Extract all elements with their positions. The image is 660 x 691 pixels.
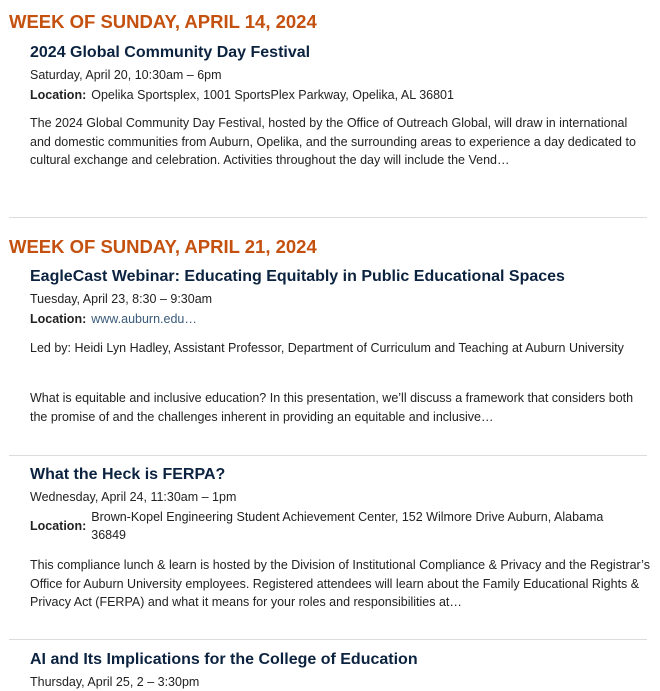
event-title[interactable]: EagleCast Webinar: Educating Equitably in Public Educational Spaces	[30, 268, 565, 285]
location-label: Location:	[30, 312, 87, 326]
location-link[interactable]: www.auburn.edu…	[91, 312, 197, 326]
event-date: Saturday, April 20, 10:30am – 6pm	[30, 68, 222, 82]
event-led-by: Led by: Heidi Lyn Hadley, Assistant Professor, Department of Curriculum and Teaching at Auburn University	[30, 341, 624, 355]
event-description: This compliance lunch & learn is hosted by the Division of Institutional Compliance & Privacy and the Registrar’s Office for Auburn University employees. Registered attendees will learn about the Family Educational Rights & Privacy Act (FERPA) and what it means for your roles and responsibilities at…	[30, 558, 650, 609]
event-description: What is equitable and inclusive education? In this presentation, we’ll discuss a framework that considers both the promise of and the challenges inherent in providing an equitable and inclusive…	[30, 391, 634, 424]
event-card	[30, 465, 648, 544]
event-date: Wednesday, April 24, 11:30am – 1pm	[30, 490, 237, 504]
location-value: Brown-Kopel Engineering Student Achievement Center, 152 Wilmore Drive Auburn, Alabama 36849	[91, 510, 604, 542]
event-title[interactable]: What the Heck is FERPA?	[30, 466, 226, 483]
divider	[9, 217, 647, 218]
location-label: Location:	[30, 88, 87, 102]
event-card	[30, 267, 648, 328]
event-title[interactable]: AI and Its Implications for the College of Education	[30, 651, 418, 668]
divider	[9, 639, 647, 640]
event-card	[30, 43, 648, 104]
location-label: Location:	[30, 519, 87, 533]
week-heading: WEEK OF SUNDAY, APRIL 21, 2024	[9, 236, 317, 257]
event-date: Thursday, April 25, 2 – 3:30pm	[30, 675, 200, 689]
event-location	[30, 508, 648, 544]
divider	[9, 455, 647, 456]
week-heading: WEEK OF SUNDAY, APRIL 14, 2024	[9, 11, 317, 32]
event-title[interactable]: 2024 Global Community Day Festival	[30, 44, 311, 61]
location-value: Opelika Sportsplex, 1001 SportsPlex Parkway, Opelika, AL 36801	[91, 88, 454, 102]
event-location	[30, 86, 648, 104]
event-date: Tuesday, April 23, 8:30 – 9:30am	[30, 292, 213, 306]
event-location	[30, 310, 648, 328]
event-description: The 2024 Global Community Day Festival, hosted by the Office of Outreach Global, will draw in international and domestic communities from Auburn, Opelika, and the surrounding areas to experience a day dedicated to cultural exchange and celebration. Activities throughout the day will include the Vend…	[30, 116, 636, 167]
